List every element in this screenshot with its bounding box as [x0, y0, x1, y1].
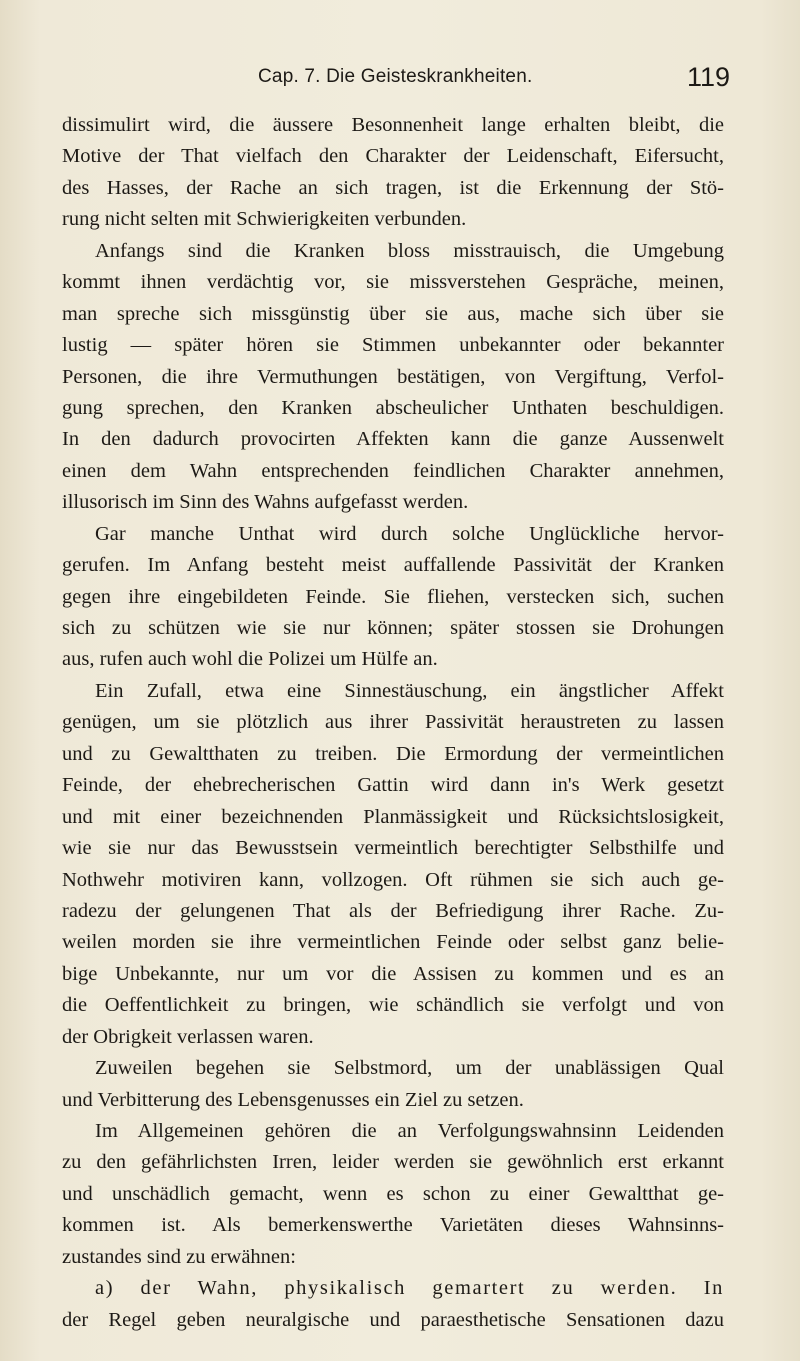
text-line: Gar manche Unthat wird durch solche Unglückliche hervor-: [95, 522, 724, 545]
text-line: rung nicht selten mit Schwierigkeiten verbunden.: [62, 208, 467, 231]
page-number: 119: [686, 62, 730, 92]
text-line: der Obrigkeit verlassen waren.: [62, 1025, 314, 1048]
text-line: Anfangs sind die Kranken bloss misstrauisch, die Umgebung: [95, 239, 724, 262]
text-line: Zuweilen begehen sie Selbstmord, um der unablässigen Qual: [95, 1057, 724, 1080]
text-line: Nothwehr motiviren kann, vollzogen. Oft rühmen sie sich auch ge-: [62, 868, 724, 891]
text-line: und unschädlich gemacht, wenn es schon zu einer Gewaltthat ge-: [62, 1182, 724, 1205]
text-line: dissimulirt wird, die äussere Besonnenheit lange erhalten bleibt, die: [62, 114, 724, 136]
text-line: kommt ihnen verdächtig vor, sie missverstehen Gespräche, meinen,: [62, 271, 724, 294]
text-line: und mit einer bezeichnenden Planmässigkeit und Rücksichtslosigkeit,: [62, 805, 724, 828]
text-line: genügen, um sie plötzlich aus ihrer Passivität heraustreten zu lassen: [62, 711, 724, 734]
text-line: zu den gefährlichsten Irren, leider werden sie gewöhnlich erst erkannt: [62, 1151, 724, 1174]
text-line: man spreche sich missgünstig über sie aus, mache sich über sie: [62, 302, 724, 325]
text-line: illusorisch im Sinn des Wahns aufgefasst werden.: [62, 491, 469, 514]
text-line: radezu der gelungenen That als der Befriedigung ihrer Rache. Zu-: [62, 899, 724, 922]
text-line: des Hasses, der Rache an sich tragen, ist die Erkennung der Stö-: [62, 176, 724, 199]
text-line: weilen morden sie ihre vermeintlichen Feinde oder selbst ganz belie-: [62, 931, 724, 954]
text-line: gerufen. Im Anfang besteht meist auffallende Passivität der Kranken: [62, 554, 724, 577]
text-line: zustandes sind zu erwähnen:: [62, 1245, 296, 1268]
text-line: gegen ihre eingebildeten Feinde. Sie fliehen, verstecken sich, suchen: [62, 585, 724, 608]
running-head: Cap. 7. Die Geisteskrankheiten.: [258, 66, 533, 87]
text-line: der Regel geben neuralgische und paraesthetische Sensationen dazu: [62, 1308, 724, 1331]
text-line: lustig — später hören sie Stimmen unbekannter oder bekannter: [62, 334, 724, 357]
text-line: einen dem Wahn entsprechenden feindlichen Charakter annehmen,: [62, 459, 724, 482]
text-line: aus, rufen auch wohl die Polizei um Hülfe an.: [62, 648, 438, 671]
body-text: [62, 110, 724, 1336]
text-line: und zu Gewaltthaten zu treiben. Die Ermordung der vermeintlichen: [62, 742, 724, 765]
text-line: bige Unbekannte, nur um vor die Assisen zu kommen und es an: [62, 962, 724, 985]
text-line: wie sie nur das Bewusstsein vermeintlich berechtigter Selbsthilfe und: [62, 837, 724, 860]
text-line: sich zu schützen wie sie nur können; später stossen sie Drohungen: [62, 617, 724, 639]
text-line: Personen, die ihre Vermuthungen bestätigen, von Vergiftung, Verfol-: [62, 365, 724, 388]
page-header: [60, 62, 730, 98]
text-line: In den dadurch provocirten Affekten kann die ganze Aussenwelt: [62, 428, 724, 451]
text-line: a) der Wahn, physikalisch gemartert zu werden. In: [95, 1277, 724, 1300]
text-line: gung sprechen, den Kranken abscheulicher Unthaten beschuldigen.: [62, 396, 724, 419]
text-line: kommen ist. Als bemerkenswerthe Varietäten dieses Wahnsinns-: [62, 1214, 724, 1237]
text-line: Ein Zufall, etwa eine Sinnestäuschung, ein ängstlicher Affekt: [95, 679, 724, 702]
text-line: Motive der That vielfach den Charakter der Leidenschaft, Eifersucht,: [62, 145, 724, 168]
text-line: die Oeffentlichkeit zu bringen, wie schändlich sie verfolgt und von: [62, 994, 724, 1017]
text-line: Feinde, der ehebrecherischen Gattin wird dann in's Werk gesetzt: [62, 774, 724, 797]
text-line: Im Allgemeinen gehören die an Verfolgungswahnsinn Leidenden: [95, 1120, 724, 1142]
text-line: und Verbitterung des Lebensgenusses ein Ziel zu setzen.: [62, 1088, 524, 1111]
